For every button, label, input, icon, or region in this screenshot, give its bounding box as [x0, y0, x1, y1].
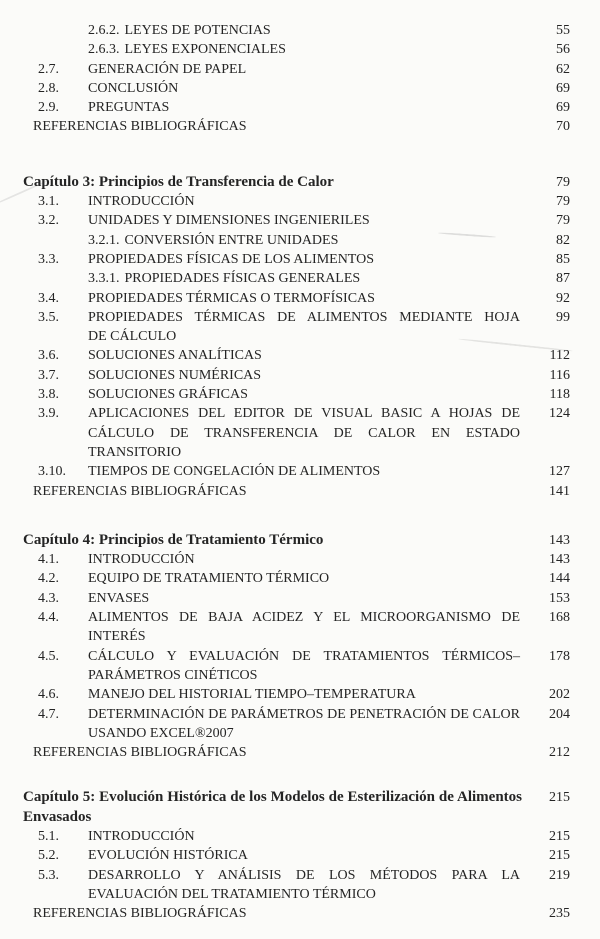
entry-page-number: 153 — [549, 590, 570, 606]
entry-number: 4.5. — [38, 648, 59, 664]
entry-title: SOLUCIONES GRÁFICAS — [88, 387, 248, 403]
toc-entry-row — [0, 211, 600, 230]
entry-title: PROPIEDADES TÉRMICAS O TERMOFÍSICAS — [88, 290, 375, 306]
entry-title: APLICACIONES DEL EDITOR DE VISUAL BASIC A HOJAS DE CÁLCULO DE TRANSFERENCIA DE CALOR EN ESTADO TRANSITORIO — [88, 406, 520, 460]
entry-title: ALIMENTOS DE BAJA ACIDEZ Y EL MICROORGANISMO DE INTERÉS — [88, 610, 520, 645]
entry-number: 3.1. — [38, 194, 59, 210]
chapter-heading-row — [0, 531, 600, 550]
entry-page-number: 202 — [549, 687, 570, 703]
entry-number: 4.6. — [38, 687, 59, 703]
entry-title: SOLUCIONES NUMÉRICAS — [88, 367, 262, 383]
entry-title: REFERENCIAS BIBLIOGRÁFICAS — [33, 745, 247, 761]
entry-page-number: 124 — [549, 406, 570, 422]
toc-entry-row — [0, 289, 600, 308]
toc-entry-row — [0, 482, 600, 501]
entry-title: SOLUCIONES ANALÍTICAS — [88, 348, 262, 364]
entry-number: 2.6.2. — [88, 23, 120, 38]
entry-page-number: 141 — [549, 483, 570, 499]
chapter-title: Capítulo 3: Principios de Transferencia de Calor — [23, 173, 334, 190]
toc-entry-row — [0, 346, 600, 365]
toc-entry-row — [0, 98, 600, 117]
entry-page-number: 55 — [556, 23, 570, 38]
entry-number: 3.7. — [38, 367, 59, 383]
toc-entry-row — [0, 743, 600, 762]
toc-entry-row — [0, 904, 600, 923]
toc-entry-row — [0, 685, 600, 704]
toc-entry-row — [0, 589, 600, 608]
entry-number: 3.3.1. — [88, 271, 120, 287]
entry-number: 3.6. — [38, 348, 59, 364]
toc-entry-row — [0, 550, 600, 569]
toc-entry-row — [0, 647, 600, 686]
entry-number: 2.7. — [38, 61, 59, 77]
entry-page-number: 178 — [549, 648, 570, 664]
entry-number: 5.1. — [38, 828, 59, 844]
entry-page-number: 118 — [549, 387, 570, 403]
chapter-heading-row — [0, 788, 600, 827]
entry-page-number: 62 — [556, 61, 570, 77]
entry-number: 4.3. — [38, 590, 59, 606]
entry-page-number: 69 — [556, 80, 570, 96]
entry-page-number: 82 — [556, 232, 570, 248]
entry-title: PROPIEDADES FÍSICAS GENERALES — [124, 271, 361, 287]
toc-entry-row — [0, 231, 600, 250]
entry-page-number: 79 — [556, 194, 570, 210]
toc-entry-row — [0, 366, 600, 385]
entry-page-number: 79 — [556, 213, 570, 229]
entry-title: GENERACIÓN DE PAPEL — [88, 61, 247, 77]
entry-title: REFERENCIAS BIBLIOGRÁFICAS — [33, 119, 247, 135]
chapter-title: Capítulo 5: Evolución Histórica de los Modelos de Esterilización de Alimentos Envasados — [23, 789, 522, 825]
entry-page-number: 85 — [556, 251, 570, 267]
entry-page-number: 215 — [549, 848, 570, 864]
entry-title: TIEMPOS DE CONGELACIÓN DE ALIMENTOS — [88, 464, 381, 480]
chapter-page-number: 79 — [556, 174, 570, 190]
entry-title: DESARROLLO Y ANÁLISIS DE LOS MÉTODOS PARA LA EVALUACIÓN DEL TRATAMIENTO TÉRMICO — [88, 867, 520, 902]
entry-number: 3.2. — [38, 213, 59, 229]
toc-entry-row — [0, 21, 600, 40]
toc-entry-row — [0, 117, 600, 136]
entry-number: 3.4. — [38, 290, 59, 306]
toc-entry-row — [0, 79, 600, 98]
entry-page-number: 99 — [556, 309, 570, 325]
entry-number: 3.8. — [38, 387, 59, 403]
entry-page-number: 219 — [549, 867, 570, 883]
toc-entry-row — [0, 250, 600, 269]
toc-entry-row — [0, 569, 600, 588]
entry-number: 3.9. — [38, 406, 59, 422]
toc-entry-row — [0, 827, 600, 846]
entry-number: 5.2. — [38, 848, 59, 864]
entry-page-number: 69 — [556, 100, 570, 116]
toc-entry-row — [0, 462, 600, 481]
entry-title: LEYES EXPONENCIALES — [124, 42, 286, 58]
entry-number: 2.9. — [38, 100, 59, 116]
entry-title: INTRODUCCIÓN — [88, 552, 195, 568]
entry-title: REFERENCIAS BIBLIOGRÁFICAS — [33, 906, 247, 922]
chapter-page-number: 143 — [549, 532, 570, 548]
entry-page-number: 70 — [556, 119, 570, 135]
toc-entry-row — [0, 608, 600, 647]
entry-title: EVOLUCIÓN HISTÓRICA — [88, 848, 248, 864]
toc-section — [0, 531, 600, 763]
entry-number: 2.6.3. — [88, 42, 120, 58]
chapter-page-number: 215 — [549, 790, 570, 806]
entry-title: PROPIEDADES FÍSICAS DE LOS ALIMENTOS — [88, 251, 375, 267]
entry-number: 3.5. — [38, 309, 59, 325]
entry-title: EQUIPO DE TRATAMIENTO TÉRMICO — [88, 571, 330, 587]
entry-page-number: 112 — [549, 348, 570, 364]
entry-title: CÁLCULO Y EVALUACIÓN DE TRATAMIENTOS TÉRMICOS–PARÁMETROS CINÉTICOS — [88, 648, 520, 683]
toc-entry-row — [0, 192, 600, 211]
entry-page-number: 235 — [549, 906, 570, 922]
entry-title: ENVASES — [88, 590, 150, 606]
entry-page-number: 212 — [549, 745, 570, 761]
toc-entry-row — [0, 385, 600, 404]
entry-title: PROPIEDADES TÉRMICAS DE ALIMENTOS MEDIANTE HOJA DE CÁLCULO — [88, 309, 520, 345]
entry-page-number: 144 — [549, 571, 570, 587]
chapter-title: Capítulo 4: Principios de Tratamiento Térmico — [23, 531, 324, 548]
toc-entry-row — [0, 705, 600, 744]
entry-page-number: 87 — [556, 271, 570, 287]
chapter-heading-row — [0, 173, 600, 192]
entry-number: 4.1. — [38, 552, 59, 568]
entry-number: 4.4. — [38, 610, 59, 626]
entry-page-number: 56 — [556, 42, 570, 58]
entry-page-number: 168 — [549, 610, 570, 626]
entry-number: 3.3. — [38, 251, 59, 267]
toc-entry-row — [0, 846, 600, 865]
entry-title: MANEJO DEL HISTORIAL TIEMPO–TEMPERATURA — [88, 687, 416, 703]
entry-number: 3.2.1. — [88, 232, 120, 248]
entry-title: DETERMINACIÓN DE PARÁMETROS DE PENETRACIÓN DE CALOR USANDO EXCEL®2007 — [88, 706, 520, 741]
toc-section — [0, 173, 600, 501]
entry-page-number: 215 — [549, 828, 570, 844]
toc-entry-row — [0, 308, 600, 347]
table-of-contents — [0, 21, 600, 923]
entry-title: UNIDADES Y DIMENSIONES INGENIERILES — [88, 213, 370, 229]
toc-section — [0, 21, 600, 137]
entry-title: LEYES DE POTENCIAS — [124, 23, 271, 38]
entry-number: 4.2. — [38, 571, 59, 587]
entry-title: INTRODUCCIÓN — [88, 828, 195, 844]
toc-entry-row — [0, 866, 600, 905]
entry-title: INTRODUCCIÓN — [88, 194, 195, 210]
entry-number: 3.10. — [38, 464, 66, 480]
entry-number: 5.3. — [38, 867, 59, 883]
entry-title: CONCLUSIÓN — [88, 80, 179, 96]
entry-title: CONVERSIÓN ENTRE UNIDADES — [124, 232, 339, 248]
entry-title: PREGUNTAS — [88, 100, 170, 116]
toc-entry-row — [0, 40, 600, 59]
entry-title: REFERENCIAS BIBLIOGRÁFICAS — [33, 483, 247, 499]
entry-number: 4.7. — [38, 706, 59, 722]
entry-number: 2.8. — [38, 80, 59, 96]
entry-page-number: 143 — [549, 552, 570, 568]
toc-entry-row — [0, 404, 600, 462]
entry-page-number: 127 — [549, 464, 570, 480]
entry-page-number: 116 — [549, 367, 570, 383]
toc-entry-row — [0, 269, 600, 288]
toc-section — [0, 788, 600, 923]
toc-entry-row — [0, 60, 600, 79]
entry-page-number: 92 — [556, 290, 570, 306]
entry-page-number: 204 — [549, 706, 570, 722]
